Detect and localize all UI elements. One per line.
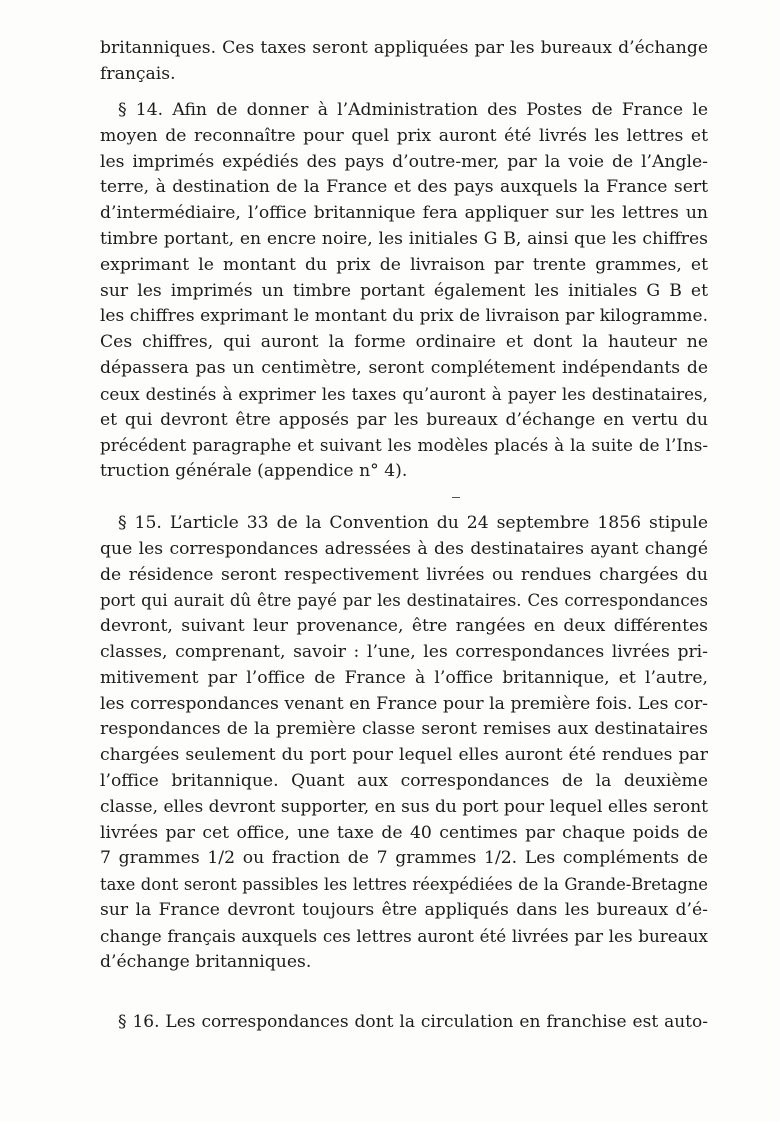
text-line: mitivement par l’office de France à l’office britannique, et l’autre, [100,667,708,688]
text-line: précédent paragraphe et suivant les modèles placés à la suite de l’Ins- [100,435,708,456]
text-line: exprimant le montant du prix de livraison par trente grammes, et [100,254,708,275]
text-line: de résidence seront respectivement livrées ou rendues chargées du [100,564,708,585]
text-line: port qui aurait dû être payé par les destinataires. Ces correspondances [100,591,708,611]
text-line: britanniques. Ces taxes seront appliquées par les bureaux d’échange [100,38,708,58]
text-line: ceux destinés à exprimer les taxes qu’auront à payer les destinataires, [100,383,708,404]
text-line: d’intermédiaire, l’office britannique fera appliquer sur les lettres un [100,203,708,224]
text-line: truction générale (appendice n° 4). [100,461,408,482]
text-line: § 15. L’article 33 de la Convention du 24 septembre 1856 stipule [118,513,708,533]
text-line: change français auxquels ces lettres auront été livrées par les bureaux [100,925,708,946]
text-line: timbre portant, en encre noire, les initiales G B, ainsi que les chiffres [100,228,708,249]
text-line: chargées seulement du port pour lequel elles auront été rendues par [100,745,708,766]
text-line: classes, comprenant, savoir : l’une, les correspondances livrées pri- [100,641,708,662]
text-line: que les correspondances adressées à des destinataires ayant changé [100,538,708,559]
paragraph-section-14 [100,98,708,485]
text-line: sur la France devront toujours être appliqués dans les bureaux d’é- [100,899,708,920]
text-line: livrées par cet office, une taxe de 40 centimes par chaque poids de [100,822,708,843]
text-line: l’office britannique. Quant aux correspondances de la deuxième [100,770,708,791]
text-line: les imprimés expédiés des pays d’outre-mer, par la voie de l’Angle- [100,151,708,172]
text-line: les chiffres exprimant le montant du prix de livraison par kilogramme. [100,306,708,327]
text-line: français. [100,63,176,84]
paragraph-section-15 [100,511,708,975]
text-line: 7 grammes 1/2 ou fraction de 7 grammes 1/2. Les compléments de [100,848,708,869]
text-line: § 14. Afin de donner à l’Administration des Postes de France le [118,100,708,120]
text-line: respondances de la première classe seront remises aux destinataires [100,719,708,740]
text-line: devront, suivant leur provenance, être rangées en deux différentes [100,616,708,637]
text-line: taxe dont seront passibles les lettres réexpédiées de la Grande-Bretagne [100,875,708,895]
text-line: § 16. Les correspondances dont la circulation en franchise est auto- [118,1012,708,1032]
text-line: dépassera pas un centimètre, seront complétement indépendants de [100,357,708,378]
decorative-dash [452,497,460,498]
text-line: terre, à destination de la France et des pays auxquels la France sert [100,177,708,198]
text-line: d’échange britanniques. [100,951,312,972]
text-line: Ces chiffres, qui auront la forme ordinaire et dont la hauteur ne [100,332,708,353]
paragraph-section-16 [100,1010,708,1036]
paragraph-continuation [100,36,708,88]
text-line: sur les imprimés un timbre portant également les initiales G B et [100,280,708,301]
text-line: classe, elles devront supporter, en sus du port pour lequel elles seront [100,796,708,817]
text-line: et qui devront être apposés par les bureaux d’échange en vertu du [100,409,708,430]
text-line: moyen de reconnaître pour quel prix auront été livrés les lettres et [100,125,708,146]
text-line: les correspondances venant en France pour la première fois. Les cor- [100,693,708,714]
